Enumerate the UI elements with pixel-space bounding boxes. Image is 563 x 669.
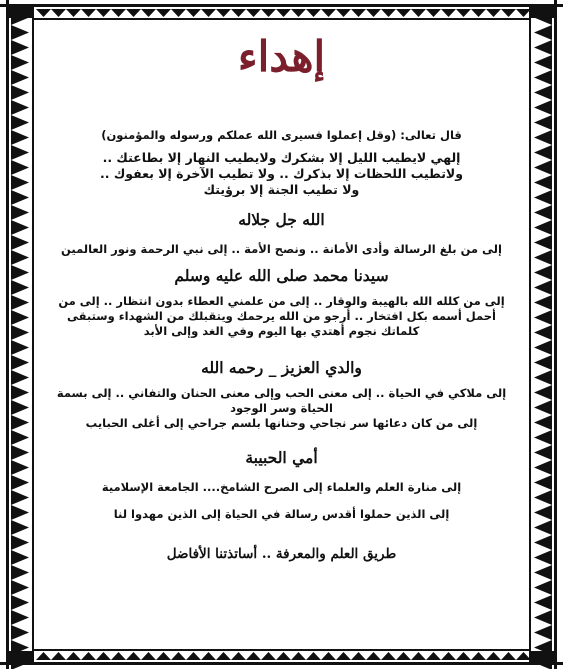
prayer-line: ولا تطيب الجنة إلا برؤيتك [203, 182, 360, 197]
section-body [48, 242, 515, 257]
section-body [48, 294, 515, 339]
body-line: كلماتك نجوم أهتدي بها اليوم وفي الغد وإلى الأبد [143, 324, 420, 338]
section-heading [48, 448, 515, 467]
body-line: الحياة وسر الوجود [230, 401, 333, 415]
body-line: إلى ملاكي في الحياة .. إلى معنى الحب وإلى معنى الحنان والتفاني .. إلى بسمة [56, 386, 507, 400]
section-body [48, 386, 515, 431]
body-line: إلى الذين حملوا أقدس رسالة في الحياة إلى الذين مهدوا لنا [113, 507, 450, 521]
prayer-block [48, 150, 515, 198]
section-heading-text: والدي العزيز _ رحمه الله [201, 358, 362, 377]
section-heading-text: سيدنا محمد صلى الله عليه وسلم [174, 266, 389, 285]
prayer-line: إلهي لايطيب الليل إلا بشكرك ولايطيب النهار إلا بطاعتك .. [102, 150, 461, 165]
section-heading-text: أمي الحبيبة [245, 448, 318, 467]
page-title: إهداء [237, 32, 326, 81]
body-line: أحمل أسمه بكل افتخار .. أرجو من الله يرحمك ويتقبلك من الشهداء وستبقى [67, 309, 496, 323]
section-body [48, 480, 515, 522]
body-line: إلى من كان دعائها سر نجاحي وحنانها بلسم جراحي إلى أغلى الحبايب [85, 416, 478, 430]
body-line: إلى من كلله الله بالهيبة والوقار .. إلى من علمني العطاء بدون انتظار .. إلى من [58, 294, 505, 308]
dedication-page [48, 24, 515, 647]
section-heading-text: الله جل جلاله [238, 210, 325, 229]
quran-quote [48, 128, 515, 142]
section-heading [48, 210, 515, 229]
section-heading [48, 358, 515, 377]
closing-line: طريق العلم والمعرفة .. أساتذتنا الأفاضل [166, 546, 397, 562]
closing [48, 546, 515, 562]
body-line: إلى منارة العلم والعلماء إلى الصرح الشامخ.... الجامعة الإسلامية [101, 480, 462, 494]
section-heading [48, 266, 515, 285]
quote-line: قال تعالى: (وقل إعملوا فسيرى الله عملكم ورسوله والمؤمنون) [101, 128, 462, 142]
prayer-line: ولاتطيب اللحظات إلا بذكرك .. ولا تطيب الآخرة إلا بعفوك .. [100, 166, 463, 181]
body-line: إلى من بلغ الرسالة وأدى الأمانة .. ونصح الأمة .. إلى نبي الرحمة ونور العالمين [61, 242, 502, 256]
